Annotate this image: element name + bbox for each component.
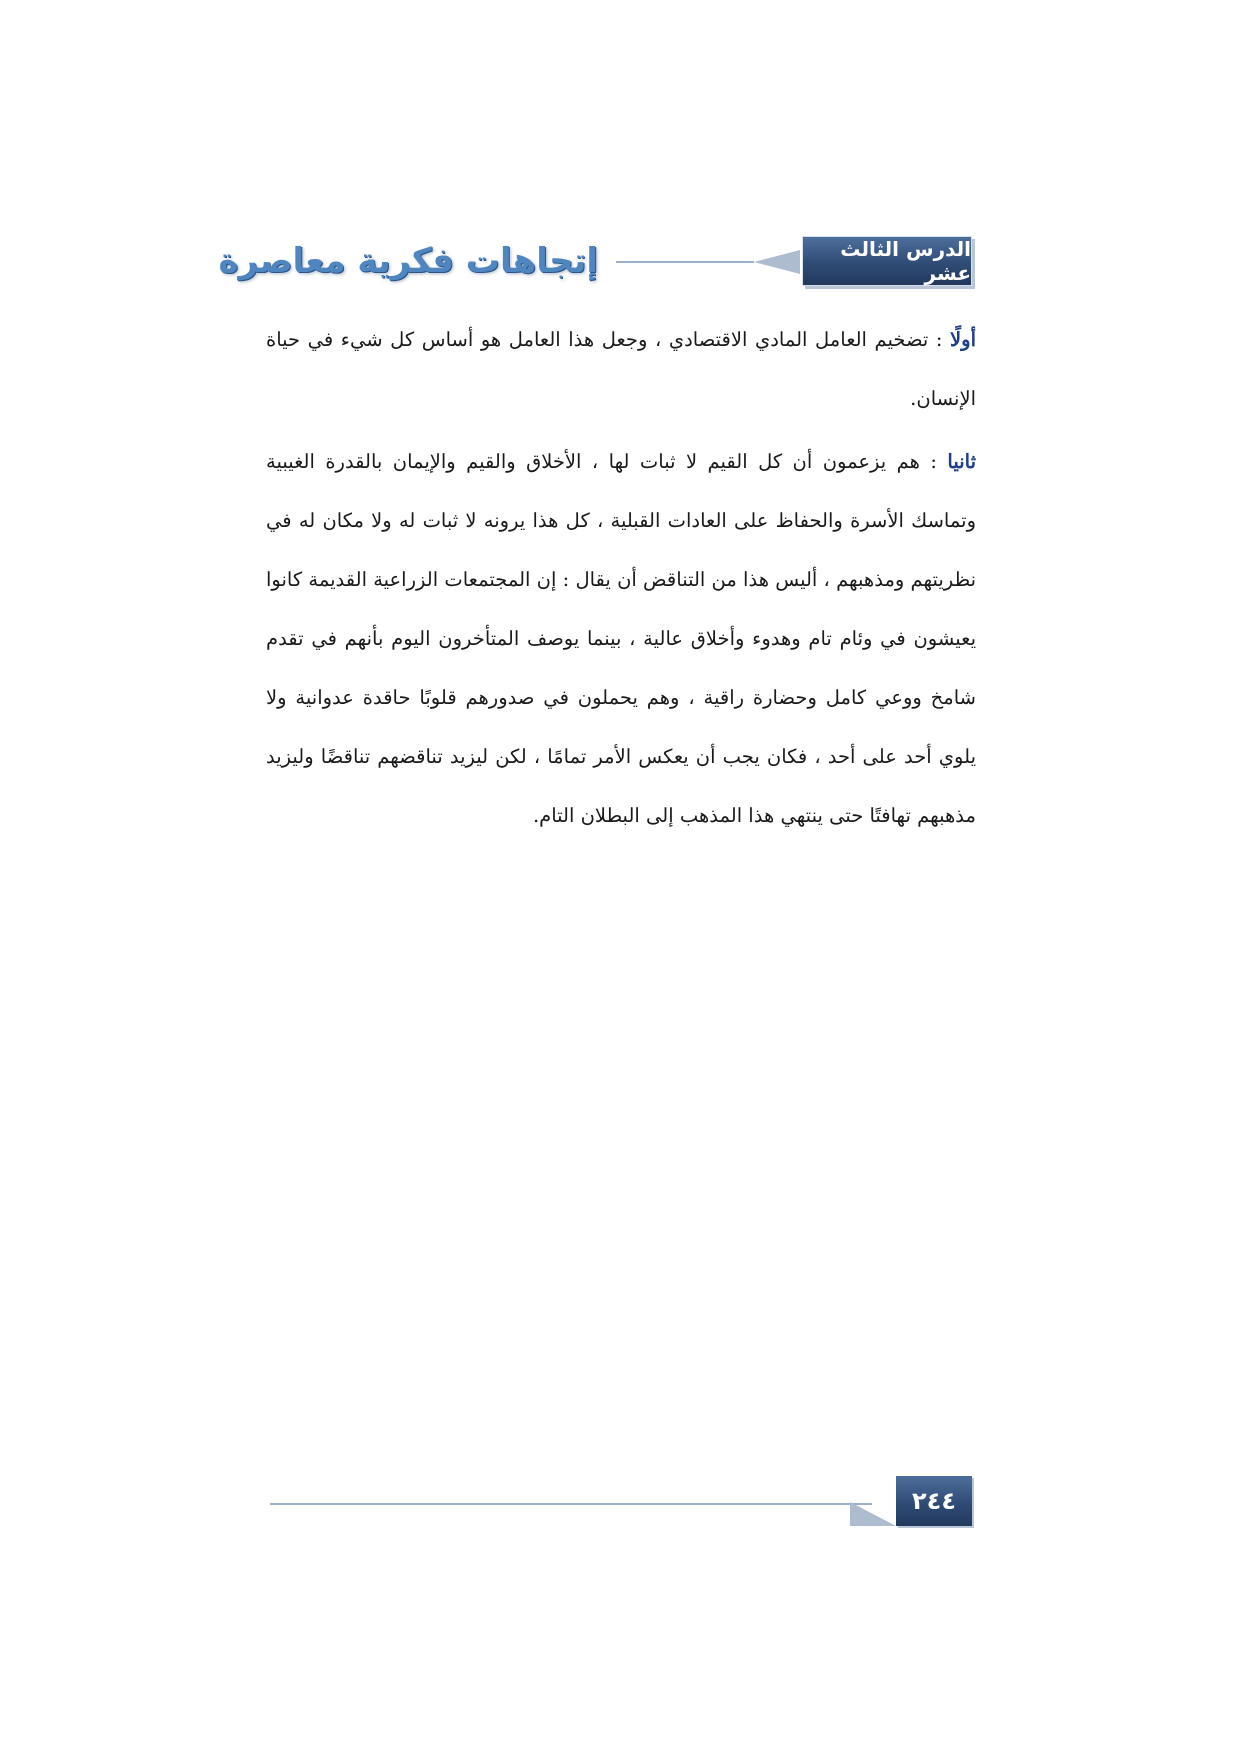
paragraph-lead: ثانيا (947, 450, 976, 473)
footer-wedge-decoration (850, 1502, 896, 1526)
chapter-title: إتجاهات فكرية معاصرة (218, 241, 598, 281)
page-number: ٢٤٤ (896, 1476, 972, 1526)
page-footer (270, 1476, 972, 1526)
header-wedge-decoration (754, 250, 800, 274)
paragraph-second (266, 432, 976, 845)
lesson-label: الدرس الثالث عشر (840, 237, 971, 285)
footer-rule (270, 1503, 872, 1505)
lesson-badge (802, 236, 972, 286)
page-header (218, 236, 972, 286)
paragraph-text: : هم يزعمون أن كل القيم لا ثبات لها ، الأخلاق والقيم والإيمان بالقدرة الغيبية وتماسك الأسرة والحفاظ على العادات القبلية ، كل هذا يرونه لا ثبات له ولا مكان له في نظريتهم ومذهبهم ، أليس هذا من التناقض أن يقال : إن المجتمعات الزراعية القديمة كانوا يعيشون في وئام تام وهدوء وأخلاق عالية ، بينما يوصف المتأخرون اليوم بأنهم في تقدم شامخ ووعي كامل وحضارة راقية ، وهم يحملون في صدورهم قلوبًا حاقدة عدوانية ولا يلوي أحد على أحد ، فكان يجب أن يعكس الأمر تمامًا ، لكن ليزيد تناقضهم تناقضًا وليزيد مذهبهم تهافتًا حتى ينتهي هذا المذهب إلى البطلان التام. (266, 450, 976, 827)
paragraph-first (266, 310, 976, 428)
paragraph-text: : تضخيم العامل المادي الاقتصادي ، وجعل هذا العامل هو أساس كل شيء في حياة الإنسان. (266, 328, 976, 410)
page-content (266, 310, 976, 845)
paragraph-lead: أولًا (950, 328, 976, 351)
header-rule (616, 261, 754, 263)
